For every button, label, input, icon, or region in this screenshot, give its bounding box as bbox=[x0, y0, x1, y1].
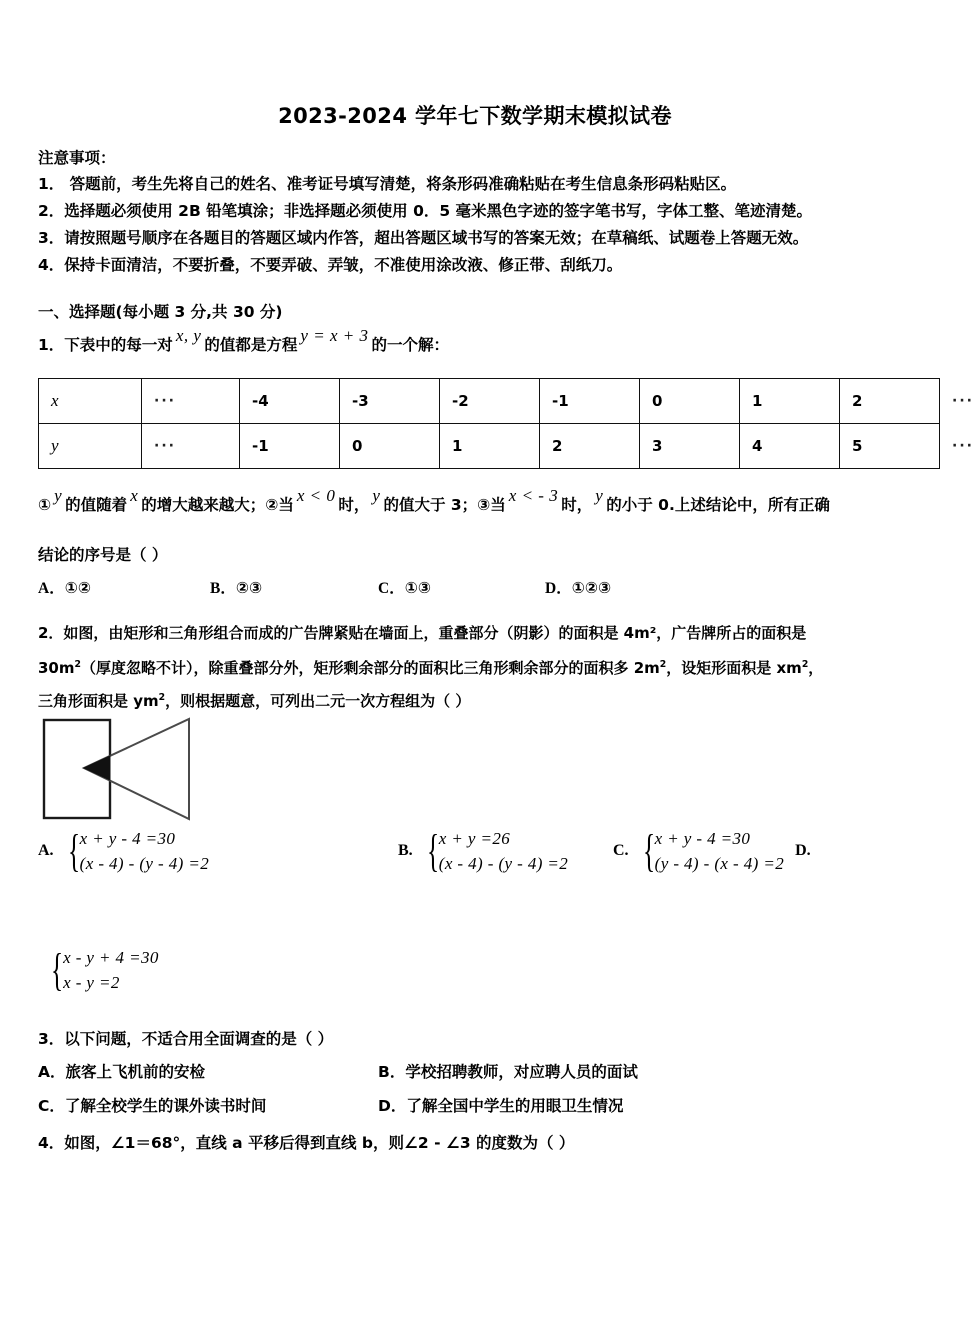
notice-item: 2．选择题必须使用 2B 铅笔填涂；非选择题必须使用 0．5 毫米黑色字迹的签字笔书写，字体工整、笔迹清楚。 bbox=[38, 202, 813, 220]
question-4-stem: 4．如图，∠1＝68°，直线 a 平移后得到直线 b，则∠2 - ∠3 的度数为（ ） bbox=[38, 1134, 575, 1152]
rectangle-triangle-diagram bbox=[38, 716, 238, 826]
q2-l2-c: ，设矩形面积是 xm bbox=[666, 659, 802, 677]
q1-conclusions-line2: 结论的序号是（ ） bbox=[38, 546, 168, 564]
q1-option-b-label: B． bbox=[210, 580, 236, 597]
q2-option-d-eq2: x - y =2 bbox=[63, 973, 120, 992]
q1-option-c-text: ①③ bbox=[404, 579, 431, 597]
cell-y-4: 2 bbox=[540, 424, 640, 469]
q1-option-a-label: A． bbox=[38, 580, 65, 597]
conclusion-1-marker: ① bbox=[38, 496, 52, 514]
q2-l3-a: 三角形面积是 ym bbox=[38, 692, 159, 710]
conclusion-3-mid: 时， bbox=[561, 496, 593, 514]
q2-figure bbox=[38, 716, 238, 831]
q1-option-d[interactable] bbox=[545, 576, 611, 598]
notice-block bbox=[38, 145, 918, 279]
cell-x-5: 0 bbox=[640, 379, 740, 424]
row-label-x: x bbox=[39, 379, 142, 424]
q2-l3-b: ，则根据题意，可列出二元一次方程组为（ ） bbox=[165, 692, 471, 710]
q2-option-b[interactable] bbox=[398, 826, 568, 876]
conclusion-1-var2: x bbox=[130, 486, 139, 505]
conclusion-2-condition: x < 0 bbox=[296, 486, 336, 505]
cell-y-2: 0 bbox=[340, 424, 440, 469]
q2-option-a-equations bbox=[80, 826, 209, 876]
q1-option-c-label: C． bbox=[378, 580, 405, 597]
q1-option-b-text: ②③ bbox=[235, 579, 263, 597]
question-2-stem-line2 bbox=[38, 650, 823, 683]
conclusion-2-tail: 的值大于 3； bbox=[383, 496, 478, 514]
notice-item: 4．保持卡面清洁，不要折叠，不要弄破、弄皱，不准使用涂改液、修正带、刮纸刀。 bbox=[38, 256, 623, 274]
q2-option-c[interactable] bbox=[613, 826, 811, 876]
q2-option-c-equations bbox=[655, 826, 784, 876]
q3-option-b-label: B． bbox=[378, 1063, 406, 1081]
brace-icon: { bbox=[426, 824, 439, 876]
cell-y-3: 1 bbox=[440, 424, 540, 469]
cell-y-7: 5 bbox=[840, 424, 940, 469]
q2-option-b-label: B. bbox=[398, 842, 413, 859]
q2-l2-a: 30m bbox=[38, 659, 75, 677]
q2-option-d[interactable] bbox=[46, 945, 159, 995]
cell-y-6: 4 bbox=[740, 424, 840, 469]
q1-option-d-label: D． bbox=[545, 580, 572, 597]
q2-l2-b: （厚度忽略不计），除重叠部分外，矩形剩余部分的面积比三角形剩余部分的面积多 2m bbox=[81, 659, 660, 677]
q1-value-table bbox=[38, 378, 974, 469]
q2-l2-sup2: 2 bbox=[659, 659, 667, 670]
q3-option-c-label: C． bbox=[38, 1097, 65, 1115]
q2-option-a-eq2: (x - 4) - (y - 4) =2 bbox=[79, 854, 210, 873]
q2-option-d-eq1: x - y + 4 =30 bbox=[63, 948, 159, 967]
q3-option-b[interactable] bbox=[378, 1055, 638, 1089]
q2-option-b-eq1: x + y =26 bbox=[438, 829, 511, 848]
cell-y-1: -1 bbox=[240, 424, 340, 469]
cell-x-1: -4 bbox=[240, 379, 340, 424]
q2-l2-sup1: 2 bbox=[74, 659, 81, 670]
conclusion-1-mid: 的值随着 bbox=[65, 496, 128, 514]
q1-stem-before: 下表中的每一对 bbox=[64, 336, 173, 354]
conclusion-2-mid: 时， bbox=[338, 496, 370, 514]
notice-item: 1． 答题前，考生先将自己的姓名、准考证号填写清楚，将条形码准确粘贴在考生信息条形码粘贴区。 bbox=[38, 175, 737, 193]
conclusion-3-condition: x < - 3 bbox=[508, 486, 559, 505]
notice-heading: 注意事项： bbox=[38, 149, 116, 167]
q3-option-a[interactable] bbox=[38, 1055, 378, 1089]
q3-options-row-2 bbox=[38, 1089, 738, 1123]
q2-option-c-eq1: x + y - 4 =30 bbox=[654, 829, 751, 848]
conclusion-2-marker: ②当 bbox=[265, 496, 294, 514]
question-3-stem: 3．以下问题，不适合用全面调查的是（ ） bbox=[38, 1030, 334, 1048]
q1-equation: y = x + 3 bbox=[300, 326, 369, 345]
q1-stem-middle: 的值都是方程 bbox=[204, 336, 298, 354]
conclusion-3-marker: ③当 bbox=[477, 496, 506, 514]
q3-options bbox=[38, 1055, 738, 1123]
section-heading-choice: 一、选择题(每小题 3 分,共 30 分) bbox=[38, 303, 283, 321]
q2-option-b-eq2: (x - 4) - (y - 4) =2 bbox=[438, 854, 569, 873]
q2-l2-sup3: 2 bbox=[801, 659, 809, 670]
q3-option-d[interactable] bbox=[378, 1089, 623, 1123]
q1-option-a[interactable] bbox=[38, 576, 91, 598]
q1-number: 1． bbox=[38, 336, 65, 354]
q1-variables: x, y bbox=[175, 326, 202, 345]
row-label-y: y bbox=[39, 424, 142, 469]
q2-option-c-label: C. bbox=[613, 842, 629, 859]
q3-option-d-label: D． bbox=[378, 1097, 407, 1115]
q3-option-a-label: A． bbox=[38, 1063, 66, 1081]
q2-l3-sup: 2 bbox=[158, 692, 166, 703]
q1-stem-after: 的一个解： bbox=[371, 336, 449, 354]
cell-x-3: -2 bbox=[440, 379, 540, 424]
conclusion-3-var: y bbox=[595, 486, 604, 505]
table-row: x ··· -4 -3 -2 -1 0 1 2 ··· bbox=[39, 379, 940, 424]
q3-option-d-text: 了解全国中学生的用眼卫生情况 bbox=[406, 1097, 624, 1115]
cell-x-0: ··· bbox=[142, 379, 240, 424]
question-2-stem-line1: 2．如图，由矩形和三角形组合而成的广告牌紧贴在墙面上，重叠部分（阴影）的面积是 4m²，广告牌所占的面积是 bbox=[38, 624, 807, 642]
q1-option-d-text: ①②③ bbox=[571, 579, 612, 597]
table-row: y ··· -1 0 1 2 3 4 5 ··· bbox=[39, 424, 940, 469]
cell-x-7: 2 bbox=[840, 379, 940, 424]
q2-option-c-eq2: (y - 4) - (x - 4) =2 bbox=[654, 854, 785, 873]
conclusion-2-var: y bbox=[372, 486, 381, 505]
q3-option-c[interactable] bbox=[38, 1089, 378, 1123]
q2-option-d-equations bbox=[63, 945, 159, 995]
conclusion-3-tail: 的小于 0.上述结论中，所有正确 bbox=[606, 496, 830, 514]
q2-option-a-eq1: x + y - 4 =30 bbox=[79, 829, 176, 848]
question-2-stem-line3 bbox=[38, 683, 470, 716]
q1-option-b[interactable] bbox=[210, 576, 262, 598]
q2-option-d-label: D. bbox=[795, 842, 811, 859]
page-title: 2023-2024 学年七下数学期末模拟试卷 bbox=[278, 104, 672, 128]
q2-option-a-label: A. bbox=[38, 842, 54, 859]
q3-option-c-text: 了解全校学生的课外读书时间 bbox=[64, 1097, 267, 1115]
brace-icon: { bbox=[642, 824, 655, 876]
cell-x-4: -1 bbox=[540, 379, 640, 424]
conclusion-1-var: y bbox=[54, 486, 63, 505]
cell-x-6: 1 bbox=[740, 379, 840, 424]
question-1-stem bbox=[38, 326, 449, 360]
q1-option-a-text: ①② bbox=[64, 579, 91, 597]
brace-icon: { bbox=[67, 824, 80, 876]
q2-option-b-equations bbox=[439, 826, 568, 876]
cell-y-5: 3 bbox=[640, 424, 740, 469]
brace-icon: { bbox=[50, 943, 64, 995]
q1-option-c[interactable] bbox=[378, 576, 431, 598]
q2-l2-d: ， bbox=[808, 659, 824, 677]
cell-x-2: -3 bbox=[340, 379, 440, 424]
q3-options-row-1 bbox=[38, 1055, 738, 1089]
cell-y-0: ··· bbox=[142, 424, 240, 469]
q2-option-a[interactable] bbox=[38, 826, 209, 876]
q3-option-a-text: 旅客上飞机前的安检 bbox=[65, 1063, 206, 1081]
q1-conclusions-line1 bbox=[38, 486, 830, 520]
q3-option-b-text: 学校招聘教师，对应聘人员的面试 bbox=[405, 1063, 638, 1081]
conclusion-1-tail: 的增大越来越大； bbox=[141, 496, 266, 514]
notice-item: 3．请按照题号顺序在各题目的答题区域内作答，超出答题区域书写的答案无效；在草稿纸、试题卷上答题无效。 bbox=[38, 229, 809, 247]
